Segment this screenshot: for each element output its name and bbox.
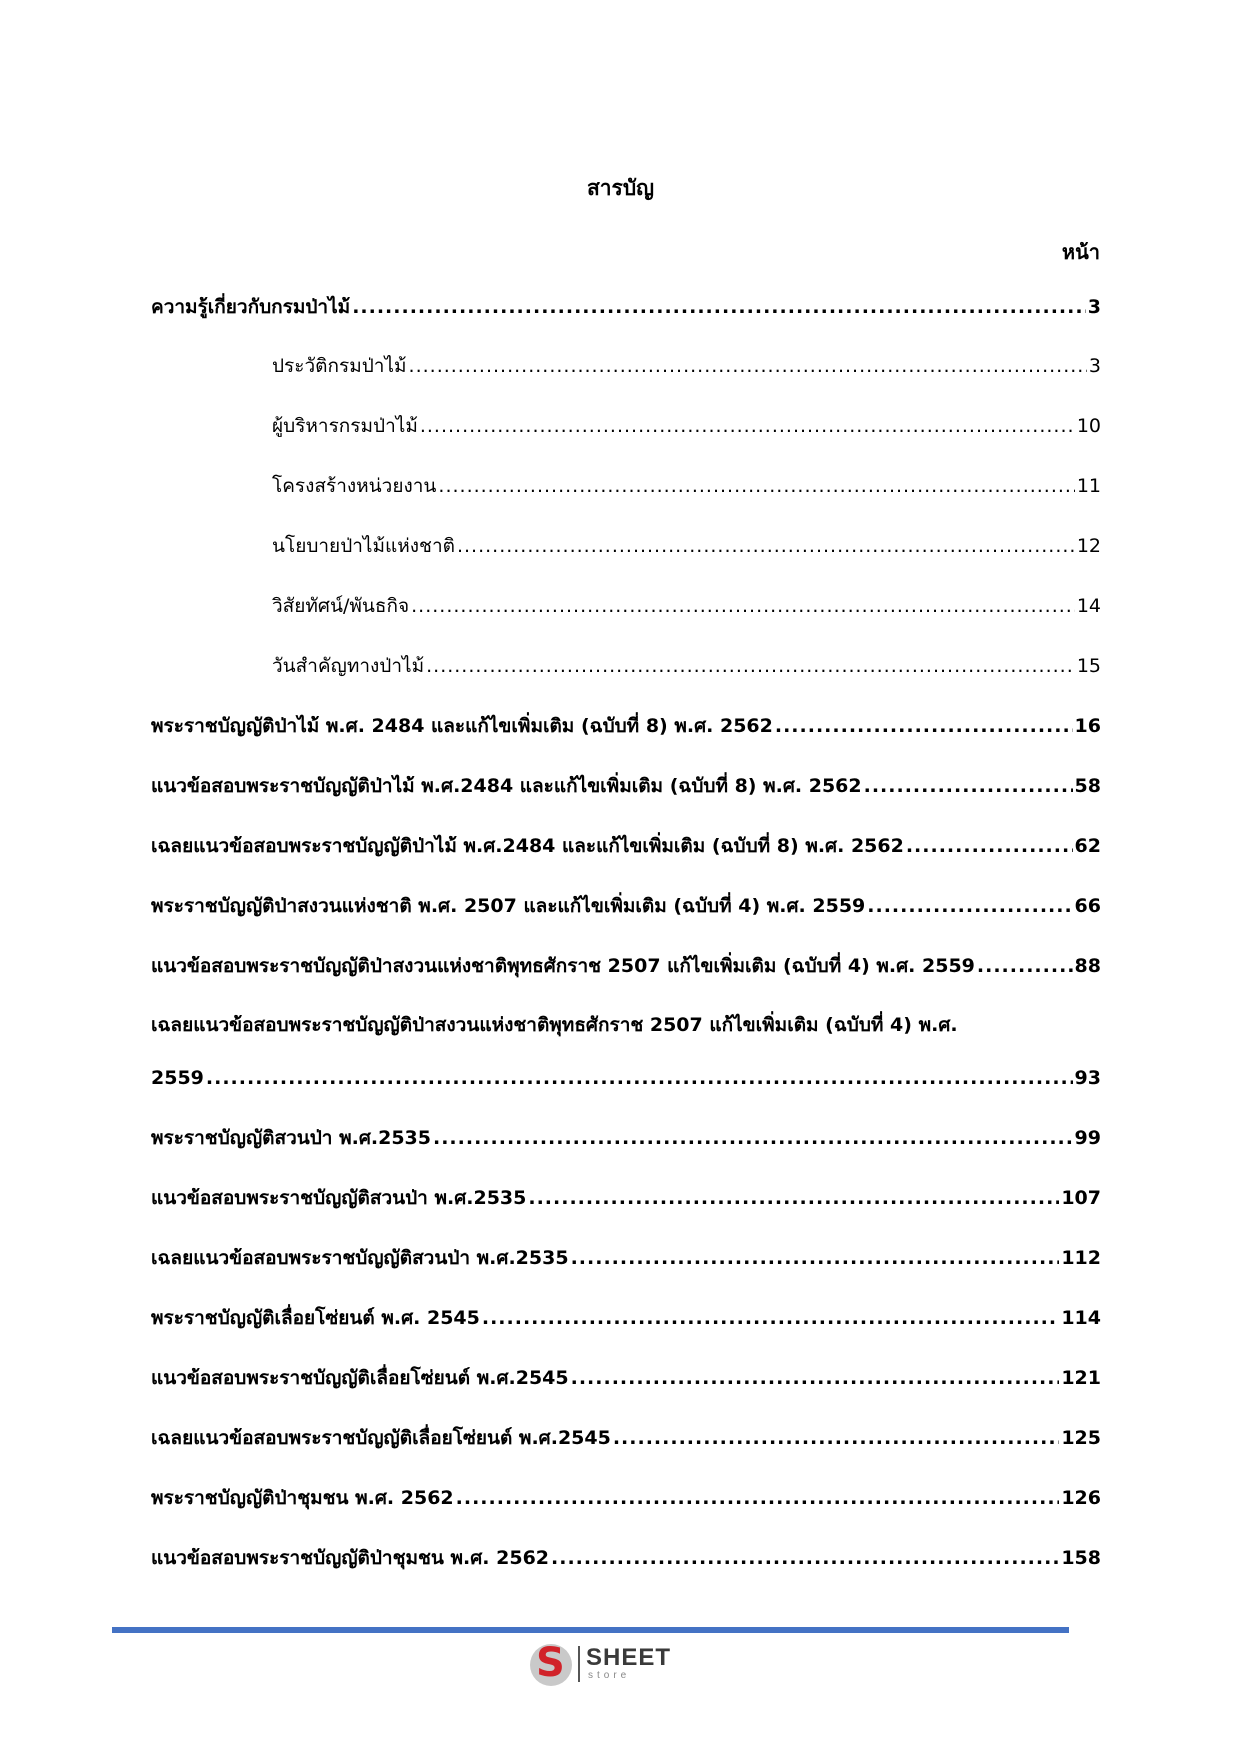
toc-entry-title: เฉลยแนวข้อสอบพระราชบัญญัติสวนป่า พ.ศ.2535 xyxy=(151,1247,569,1269)
leader-dots xyxy=(411,593,1075,619)
sheet-store-logo xyxy=(530,1640,690,1690)
toc-entry-title: โครงสร้างหน่วยงาน xyxy=(272,475,437,497)
leader-dots xyxy=(456,1485,1060,1511)
toc-entry[interactable] xyxy=(151,773,1101,799)
leader-dots xyxy=(409,353,1087,379)
toc-entry[interactable] xyxy=(151,1065,1101,1091)
toc-entry-title: พระราชบัญญัติป่าชุมชน พ.ศ. 2562 xyxy=(151,1487,454,1509)
logo-s-letter: S xyxy=(536,1644,565,1686)
toc-subentry[interactable] xyxy=(272,533,1101,559)
toc-entry-title: เฉลยแนวข้อสอบพระราชบัญญัติป่าสงวนแห่งชาติพุทธศักราช 2507 แก้ไขเพิ่มเติม (ฉบับที่ 4) พ.ศ. xyxy=(151,1014,958,1036)
page-column-label: หน้า xyxy=(1061,240,1100,264)
toc-entry-page: 66 xyxy=(1074,895,1101,917)
toc-entry-title: แนวข้อสอบพระราชบัญญัติสวนป่า พ.ศ.2535 xyxy=(151,1187,527,1209)
toc-entry-page: 3 xyxy=(1088,355,1101,377)
toc-entry-title: แนวข้อสอบพระราชบัญญัติเลื่อยโซ่ยนต์ พ.ศ.2545 xyxy=(151,1367,569,1389)
leader-dots xyxy=(867,893,1072,919)
toc-entry-page: 3 xyxy=(1087,296,1101,318)
toc-entry[interactable] xyxy=(151,1125,1101,1151)
toc-entry-title: แนวข้อสอบพระราชบัญญัติป่าสงวนแห่งชาติพุทธศักราช 2507 แก้ไขเพิ่มเติม (ฉบับที่ 4) พ.ศ. 2559 xyxy=(151,955,975,977)
toc-entry-page: 126 xyxy=(1061,1487,1101,1509)
toc-entry-page: 62 xyxy=(1074,835,1101,857)
toc-entry-page: 11 xyxy=(1076,475,1101,497)
toc-entry[interactable] xyxy=(151,713,1101,739)
toc-entry-title: วิสัยทัศน์/พันธกิจ xyxy=(272,595,410,617)
toc-entry[interactable] xyxy=(151,1365,1101,1391)
toc-entry[interactable] xyxy=(151,1425,1101,1451)
toc-entry-title: พระราชบัญญัติเลื่อยโซ่ยนต์ พ.ศ. 2545 xyxy=(151,1307,480,1329)
toc-entry-page: 88 xyxy=(1074,955,1101,977)
toc-entry-first-line[interactable] xyxy=(151,1012,1101,1038)
toc-entry-title: แนวข้อสอบพระราชบัญญัติป่าชุมชน พ.ศ. 2562 xyxy=(151,1547,550,1569)
leader-dots xyxy=(551,1545,1059,1571)
toc-entry-title-continued: 2559 xyxy=(151,1067,204,1089)
leader-dots xyxy=(775,713,1073,739)
leader-dots xyxy=(433,1125,1073,1151)
toc-entry-page: 121 xyxy=(1061,1367,1101,1389)
leader-dots xyxy=(426,653,1075,679)
leader-dots xyxy=(571,1245,1060,1271)
toc-entry[interactable] xyxy=(151,294,1101,320)
toc-entry-page: 99 xyxy=(1074,1127,1101,1149)
toc-entry-page: 158 xyxy=(1061,1547,1101,1569)
toc-entry[interactable] xyxy=(151,1545,1101,1571)
toc-entry[interactable] xyxy=(151,833,1101,859)
toc-entry-page: 125 xyxy=(1061,1427,1101,1449)
toc-entry-page: 16 xyxy=(1074,715,1101,737)
toc-entry-title: พระราชบัญญัติป่าไม้ พ.ศ. 2484 และแก้ไขเพิ่มเติม (ฉบับที่ 8) พ.ศ. 2562 xyxy=(151,715,773,737)
logo-subtext: store xyxy=(588,1670,631,1681)
logo-s-icon xyxy=(530,1644,572,1686)
toc-entry-page: 112 xyxy=(1061,1247,1101,1269)
toc-entry-page: 14 xyxy=(1076,595,1101,617)
logo-wordmark: SHEET xyxy=(586,1644,672,1671)
toc-subentry[interactable] xyxy=(272,473,1101,499)
leader-dots xyxy=(438,473,1074,499)
toc-subentry[interactable] xyxy=(272,413,1101,439)
leader-dots xyxy=(352,294,1086,320)
toc-entry[interactable] xyxy=(151,893,1101,919)
toc-entry[interactable] xyxy=(151,953,1101,979)
toc-entry-page: 93 xyxy=(1074,1067,1101,1089)
toc-entry[interactable] xyxy=(151,1485,1101,1511)
footer-divider xyxy=(112,1627,1069,1633)
leader-dots xyxy=(864,773,1073,799)
toc-entry-title: ผู้บริหารกรมป่าไม้ xyxy=(272,415,418,437)
leader-dots xyxy=(482,1305,1059,1331)
toc-entry-page: 15 xyxy=(1076,655,1101,677)
toc-entry-title: เฉลยแนวข้อสอบพระราชบัญญัติป่าไม้ พ.ศ.2484 และแก้ไขเพิ่มเติม (ฉบับที่ 8) พ.ศ. 2562 xyxy=(151,835,904,857)
leader-dots xyxy=(571,1365,1060,1391)
toc-entry-page: 107 xyxy=(1061,1187,1101,1209)
toc-entry-page: 10 xyxy=(1076,415,1101,437)
toc-entry-title: แนวข้อสอบพระราชบัญญัติป่าไม้ พ.ศ.2484 และแก้ไขเพิ่มเติม (ฉบับที่ 8) พ.ศ. 2562 xyxy=(151,775,862,797)
toc-entry[interactable] xyxy=(151,1245,1101,1271)
toc-entry[interactable] xyxy=(151,1305,1101,1331)
toc-entry[interactable] xyxy=(151,1185,1101,1211)
toc-entry-title: พระราชบัญญัติสวนป่า พ.ศ.2535 xyxy=(151,1127,431,1149)
toc-subentry[interactable] xyxy=(272,593,1101,619)
toc-heading: สารบัญ xyxy=(586,176,655,200)
toc-entry-title: พระราชบัญญัติป่าสงวนแห่งชาติ พ.ศ. 2507 และแก้ไขเพิ่มเติม (ฉบับที่ 4) พ.ศ. 2559 xyxy=(151,895,866,917)
toc-entry-title: เฉลยแนวข้อสอบพระราชบัญญัติเลื่อยโซ่ยนต์ พ.ศ.2545 xyxy=(151,1427,611,1449)
toc-entry-page: 58 xyxy=(1074,775,1101,797)
toc-entry-page: 12 xyxy=(1076,535,1101,557)
toc-subentry[interactable] xyxy=(272,353,1101,379)
toc-entry-page: 114 xyxy=(1061,1307,1101,1329)
logo-divider xyxy=(578,1646,580,1682)
leader-dots xyxy=(977,953,1073,979)
toc-subentry[interactable] xyxy=(272,653,1101,679)
leader-dots xyxy=(906,833,1073,859)
leader-dots xyxy=(420,413,1075,439)
leader-dots xyxy=(457,533,1075,559)
toc-entry-title: นโยบายป่าไม้แห่งชาติ xyxy=(272,535,455,557)
toc-entry-title: วันสำคัญทางป่าไม้ xyxy=(272,655,425,677)
toc-entry-title: ประวัติกรมป่าไม้ xyxy=(272,355,407,377)
toc-entry-title: ความรู้เกี่ยวกับกรมป่าไม้ xyxy=(151,296,351,318)
leader-dots xyxy=(206,1065,1073,1091)
leader-dots xyxy=(528,1185,1059,1211)
leader-dots xyxy=(613,1425,1060,1451)
